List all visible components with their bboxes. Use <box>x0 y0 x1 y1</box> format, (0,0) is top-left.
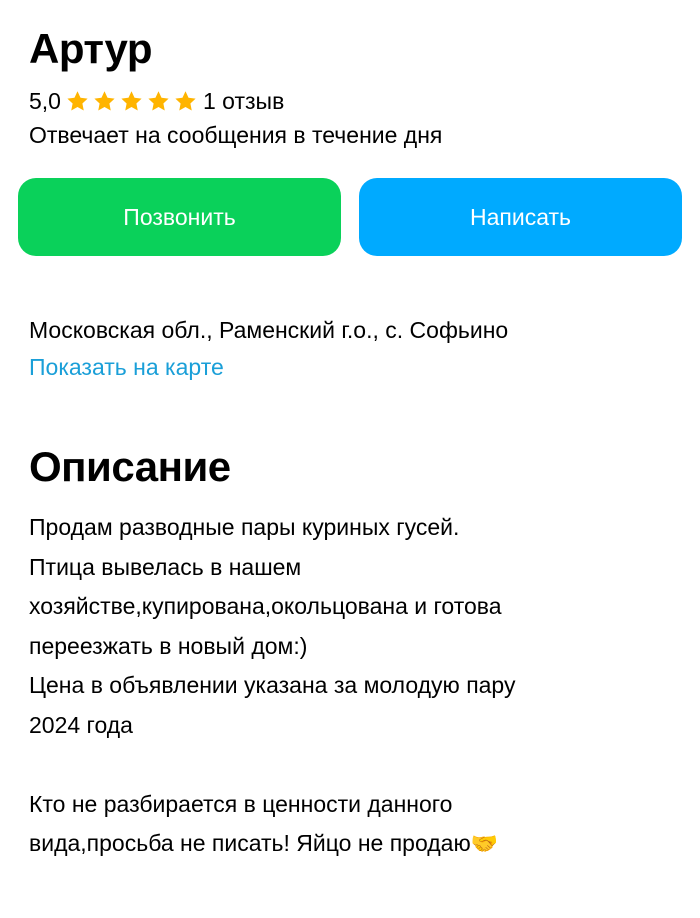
rating-row[interactable] <box>29 86 284 116</box>
description-line-text: вида,просьба не писать! Яйцо не продаю <box>29 830 471 856</box>
description-line <box>29 824 669 864</box>
description-title: Описание <box>29 443 231 490</box>
description-text <box>29 508 669 864</box>
description-line: Птица вывелась в нашем <box>29 553 302 580</box>
star-icon <box>146 89 171 114</box>
call-button[interactable]: Позвонить <box>18 178 341 256</box>
response-time: Отвечает на сообщения в течение дня <box>29 122 443 148</box>
star-icon <box>119 89 144 114</box>
description-line: 2024 года <box>29 711 133 738</box>
rating-value: 5,0 <box>29 87 61 114</box>
description-line: хозяйстве,купирована,окольцована и готова <box>29 593 502 619</box>
description-line: Цена в объявлении указана за молодую пару <box>29 672 516 698</box>
description-line: Продам разводные пары куриных гусей. <box>29 514 460 540</box>
paragraph-gap <box>29 745 669 785</box>
star-icon <box>65 89 90 114</box>
star-icon <box>173 89 198 114</box>
handshake-emoji: 🤝 <box>470 831 499 856</box>
show-on-map-link[interactable]: Показать на карте <box>29 354 224 380</box>
rating-stars <box>65 89 200 114</box>
write-button[interactable]: Написать <box>359 178 682 256</box>
reviews-count[interactable]: 1 отзыв <box>202 87 285 114</box>
address: Московская обл., Раменский г.о., с. Софьино <box>29 317 509 343</box>
star-icon <box>92 89 117 114</box>
seller-name[interactable]: Артур <box>29 25 153 72</box>
description-line: переезжать в новый дом:) <box>29 632 308 659</box>
description-line: Кто не разбирается в ценности данного <box>29 790 453 817</box>
